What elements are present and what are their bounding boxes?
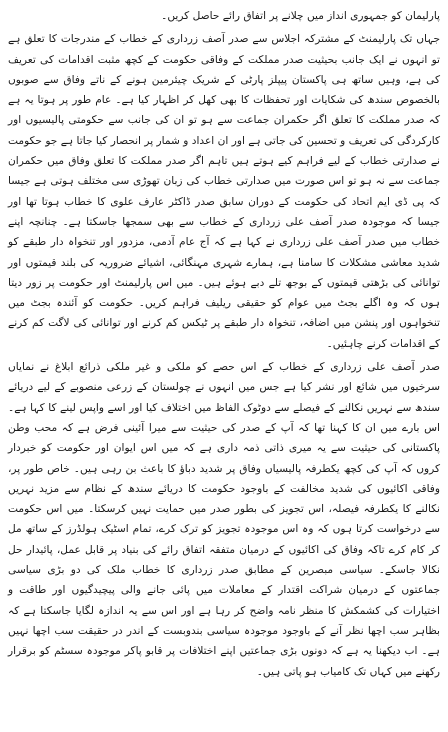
article-paragraph-2: جہاں تک پارلیمنٹ کے مشترکہ اجلاس سے صدر آصف زرداری کے خطاب کے مندرجات کا تعلق ہے تو انہوں نے ایک جانب بحیثیت صدر مملکت کے وفاقی حکومت کے کچھ مثبت اقدامات کی تعریف کی ہے، وہیں ساتھ ہی پاکستان پیپلز پارٹی کے شریک چیئرمین ہونے کے ناتے وفاق سے صوبوں بالخصوص سندھ کی شکایات اور تحفظات کا بھی کھل کر اظہار کیا ہے۔ عام طور پر ہوتا یہ ہے کہ صدر مملکت کا تعلق اگر حکمران جماعت سے ہو تو ان کی جانب سے حکومتی پالیسیوں اور کارکردگی کی تعریف و تحسین کی جاتی ہے اور ان اعداد و شمار پر انحصار کیا جاتا ہے جو حکومت نے صدارتی خطاب کے لیے فراہم کیے ہوتے ہیں تاہم اگر صدر مملکت کا تعلق وفاق میں حکمران جماعت سے نہ ہو تو اس صورت میں صدارتی خطاب کی زبان تھوڑی سی مختلف ہوتی ہے جیسا کہ پی ڈی ایم اتحاد کی حکومت کے دوران سابق صدر ڈاکٹر عارف علوی کا خطاب ہوتا تھا اور جیسا کہ موجودہ صدر آصف علی زرداری کے خطاب سے بھی سمجھا جاسکتا ہے۔ چنانچہ اپنے خطاب میں صدر آصف علی زرداری نے کہا ہے کہ آج عام آدمی، مزدور اور تنخواہ دار طبقے کو شدید معاشی مشکلات کا سامنا ہے، ہمارے شہری مہنگائی، اشیائے ضروریہ کی بلند قیمتوں اور توانائی کی بڑھتی قیمتوں کے بوجھ تلے دبے ہوئے ہیں۔ میں اس پارلیمنٹ اور حکومت پر زور دیتا ہوں کہ وہ اگلے بجٹ میں عوام کو حقیقی ریلیف فراہم کریں۔ حکومت کو آئندہ بجٹ میں تنخواہوں اور پنشن میں اضافہ، تنخواہ دار طبقے پر ٹیکس کم کرنے اور توانائی کی لاگت کم کرنے کے اقدامات کرنے چاہئیں۔ <box>8 33 440 350</box>
article-paragraph-1: پارلیمان کو جمہوری انداز میں چلانے پر اتفاق رائے حاصل کریں۔ <box>161 10 440 22</box>
article-paragraph-3: صدر آصف علی زرداری کے خطاب کے اس حصے کو ملکی و غیر ملکی ذرائع ابلاغ نے نمایاں سرخیوں میں شائع اور نشر کیا ہے جس میں انہوں نے چولستان کے زرعی منصوبے کے لیے دریائے سندھ سے نہریں نکالنے کے فیصلے سے دوٹوک الفاظ میں اختلاف کیا اور اسے واپس لینے کا کہا ہے۔ اس بارے میں ان کا کہنا تھا کہ آپ کے صدر کی حیثیت سے میرا آئینی فرض ہے کہ محب وطن پاکستانی کی حیثیت سے یہ میری ذاتی ذمہ داری ہے کہ میں اس ایوان اور حکومت کو خبردار کروں کہ آپ کی کچھ یکطرفہ پالیسیاں وفاق پر شدید دباؤ کا باعث بن رہی ہیں۔ خاص طور پر، وفاقی اکائیوں کی شدید مخالفت کے باوجود حکومت کا دریائے سندھ کے نظام سے مزید نہریں نکالنے کا یکطرفہ فیصلہ، اس تجویز کی بطور صدر میں حمایت نہیں کرسکتا۔ میں اس حکومت سے درخواست کرتا ہوں کہ وہ اس موجودہ تجویز کو ترک کرے، تمام اسٹیک ہولڈرز کے ساتھ مل کر کام کرے تاکہ وفاق کی اکائیوں کے درمیان متفقہ اتفاق رائے کی بنیاد پر قابل عمل، پائیدار حل نکالا جاسکے۔ سیاسی مبصرین کے مطابق صدر زرداری کا خطاب ملک کی دو بڑی سیاسی جماعتوں کے درمیان شراکت اقتدار کے معاملات میں پائی جانے والی پیچیدگیوں اور طاقت و اختیارات کی کشمکش کا منظر نامہ واضح کر رہا ہے اور اس سے یہ اندازہ لگایا جاسکتا ہے کہ بظاہر سب اچھا نظر آنے کے باوجود موجودہ سیاسی بندوبست کے اندر در حقیقت سب اچھا نہیں ہے۔ اب دیکھنا یہ ہے کہ دونوں بڑی جماعتیں اپنے اختلافات پر قابو پاکر موجودہ سسٹم کو برقرار رکھنے میں کہاں تک کامیاب ہو پاتی ہیں۔ <box>8 361 440 678</box>
